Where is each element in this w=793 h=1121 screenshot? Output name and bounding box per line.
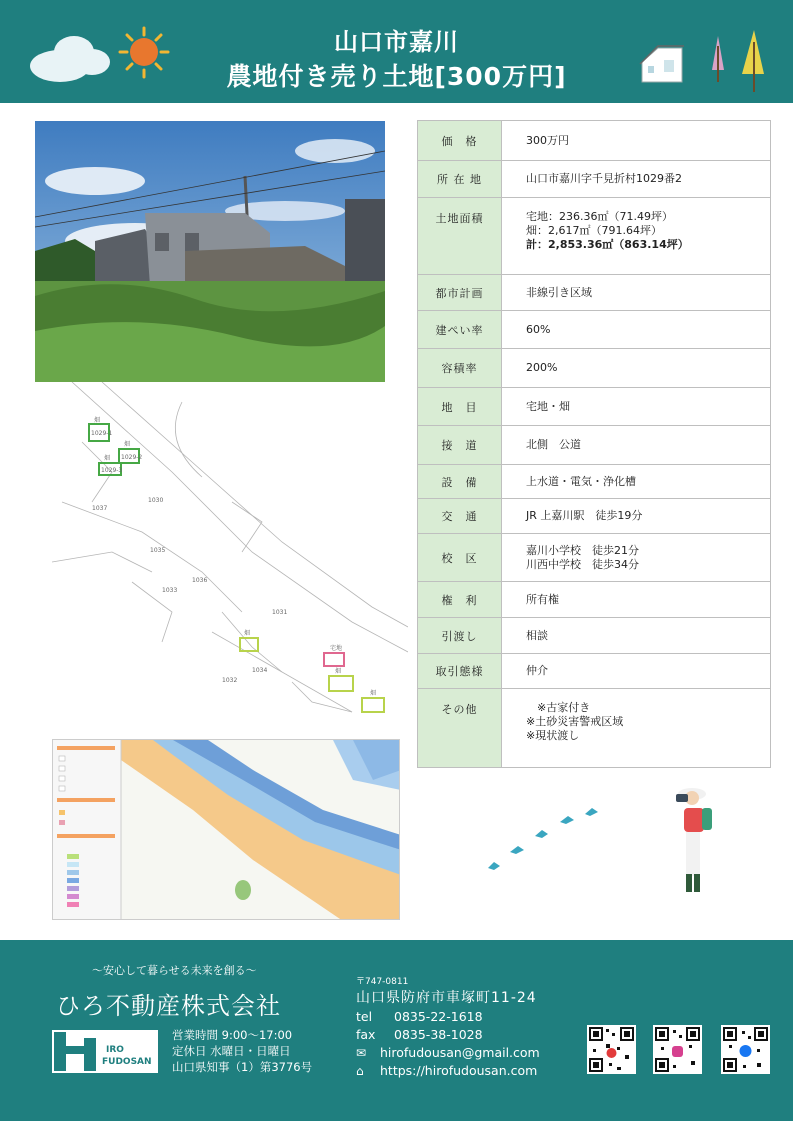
company-slogan: ～安心して暮らせる未来を創る～	[92, 964, 257, 977]
svg-text:1029-3: 1029-3	[101, 467, 123, 474]
page-title-listing: 農地付き売り土地[300万円]	[226, 62, 567, 91]
svg-text:畑: 畑	[94, 417, 101, 424]
company-footer	[0, 940, 793, 1121]
row-key: 価 格	[418, 121, 502, 161]
row-key: 接 道	[418, 426, 502, 465]
row-key: 容積率	[418, 349, 502, 388]
email-link[interactable]: hirofudousan@gmail.com	[380, 1045, 540, 1060]
row-key: 土地面積	[418, 198, 502, 275]
company-logo	[52, 1030, 158, 1073]
svg-text:IRO: IRO	[106, 1045, 124, 1055]
school-district-value: 嘉川小学校 徒歩21分 川西中学校 徒歩34分	[502, 534, 771, 582]
traveler-illustration	[668, 780, 728, 898]
land-area-value: 宅地：236.36㎡（71.49坪） 畑：2,617㎡（791.64坪） 計：2,853.36㎡（863.14坪）	[502, 198, 771, 275]
table-row	[418, 465, 771, 499]
svg-text:宅地: 宅地	[330, 645, 343, 652]
row-key: 引渡し	[418, 618, 502, 654]
city-planning-value: 非線引き区域	[502, 275, 771, 311]
website-link[interactable]: https://hirofudousan.com	[380, 1063, 538, 1078]
svg-text:1034: 1034	[252, 667, 268, 674]
facilities-value: 上水道・電気・浄化槽	[502, 465, 771, 499]
other-notes-value: ※古家付き ※土砂災害警戒区域 ※現状渡し	[502, 689, 771, 768]
svg-text:畑: 畑	[124, 441, 131, 448]
svg-text:1033: 1033	[162, 587, 178, 594]
website-qr-code[interactable]	[587, 1025, 636, 1074]
row-key: 設 備	[418, 465, 502, 499]
contact-info	[356, 1008, 540, 1080]
house-trees-illustration	[636, 26, 776, 96]
table-row	[418, 388, 771, 426]
table-row	[418, 426, 771, 465]
svg-text:畑: 畑	[244, 630, 251, 637]
row-key: 地 目	[418, 388, 502, 426]
svg-text:1031: 1031	[272, 609, 288, 616]
road-access-value: 北側 公道	[502, 426, 771, 465]
mail-icon: ✉	[356, 1046, 367, 1060]
handover-value: 相談	[502, 618, 771, 654]
birds-illustration	[480, 808, 610, 880]
email-row	[356, 1044, 540, 1062]
header-banner	[0, 0, 793, 103]
table-row	[418, 198, 771, 275]
fax-row: fax 0835-38-1028	[356, 1027, 483, 1042]
property-photo	[35, 121, 385, 382]
svg-text:畑: 畑	[370, 690, 377, 697]
website-row	[356, 1062, 540, 1080]
company-name: ひろ不動産株式会社	[56, 992, 281, 1020]
coverage-ratio-value: 60%	[502, 311, 771, 349]
table-row	[418, 121, 771, 161]
company-address: 山口県防府市車塚町11-24	[356, 990, 537, 1006]
row-key: 都市計画	[418, 275, 502, 311]
table-row	[418, 311, 771, 349]
table-row	[418, 349, 771, 388]
svg-text:畑: 畑	[335, 668, 342, 675]
facebook-qr-code[interactable]	[721, 1025, 770, 1074]
row-key: 権 利	[418, 582, 502, 618]
instagram-qr-code[interactable]	[653, 1025, 702, 1074]
svg-text:1036: 1036	[192, 577, 208, 584]
svg-text:1035: 1035	[150, 547, 166, 554]
home-icon: ⌂	[356, 1064, 364, 1078]
row-key: 所 在 地	[418, 161, 502, 198]
property-info-table	[417, 120, 771, 768]
row-key: その他	[418, 689, 502, 768]
table-row	[418, 161, 771, 198]
rights-value: 所有権	[502, 582, 771, 618]
svg-text:1030: 1030	[148, 497, 164, 504]
business-hours: 営業時間 9:00～17:00 定休日 水曜日・日曜日 山口県知事（1）第3776号	[172, 1028, 313, 1074]
page-title-location: 山口市嘉川	[334, 28, 459, 56]
table-row	[418, 689, 771, 768]
fax-number: 0835-38-1028	[394, 1027, 483, 1042]
svg-text:FUDOSAN: FUDOSAN	[102, 1057, 152, 1067]
svg-text:1037: 1037	[92, 505, 108, 512]
table-row	[418, 499, 771, 534]
table-row	[418, 582, 771, 618]
svg-text:1029-1: 1029-1	[91, 430, 113, 437]
transaction-type-value: 仲介	[502, 654, 771, 689]
svg-text:畑: 畑	[104, 455, 111, 462]
transport-value: JR 上嘉川駅 徒歩19分	[502, 499, 771, 534]
table-row	[418, 534, 771, 582]
postal-code: 〒747-0811	[356, 977, 409, 987]
row-key: 取引態様	[418, 654, 502, 689]
hazard-map	[52, 739, 400, 920]
tel-row: tel 0835-22-1618	[356, 1009, 483, 1024]
row-key: 交 通	[418, 499, 502, 534]
land-category-value: 宅地・畑	[502, 388, 771, 426]
tel-number[interactable]: 0835-22-1618	[394, 1009, 483, 1024]
row-key: 校 区	[418, 534, 502, 582]
table-row	[418, 618, 771, 654]
row-key: 建ぺい率	[418, 311, 502, 349]
address-value: 山口市嘉川字千見折村1029番2	[502, 161, 771, 198]
svg-text:1029-2: 1029-2	[121, 454, 143, 461]
table-row	[418, 275, 771, 311]
floor-area-ratio-value: 200%	[502, 349, 771, 388]
svg-text:1032: 1032	[222, 677, 238, 684]
price-value: 300万円	[502, 121, 771, 161]
cadastral-map	[52, 382, 408, 718]
table-row	[418, 654, 771, 689]
